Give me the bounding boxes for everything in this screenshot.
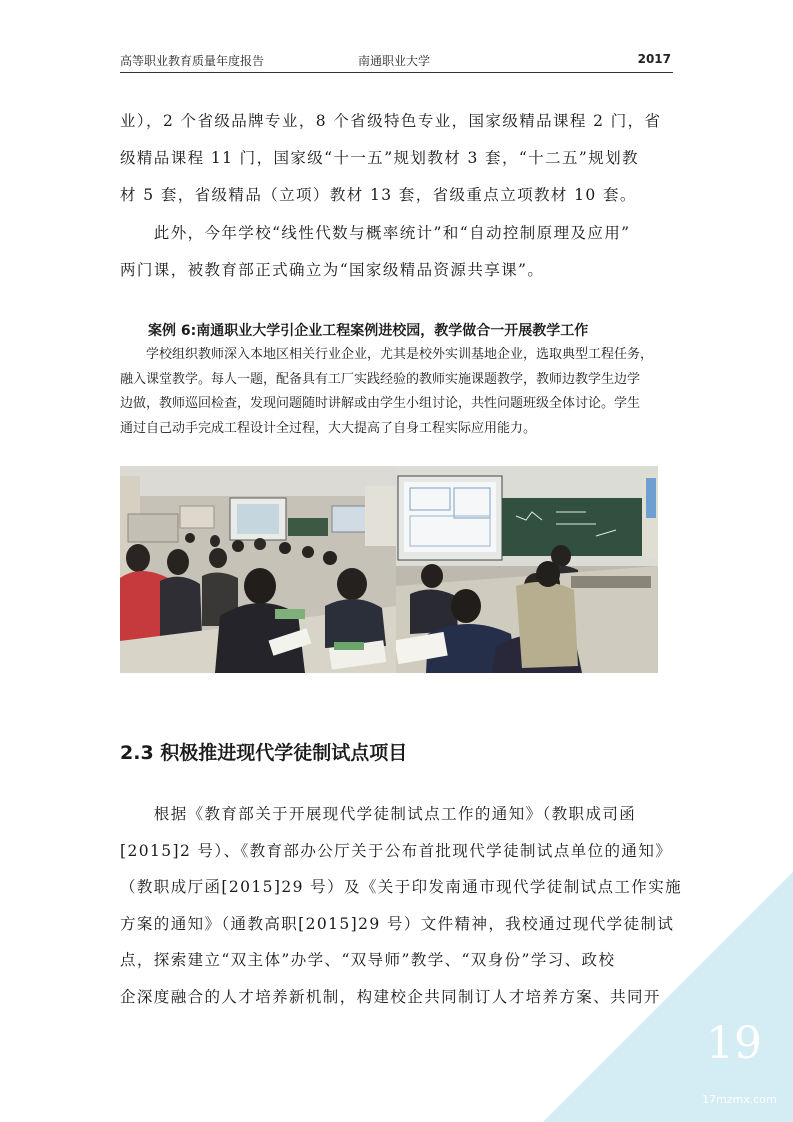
text-line: 此外，今年学校“线性代数与概率统计”和“自动控制原理及应用” xyxy=(120,224,631,242)
classroom-photo-left-image xyxy=(120,466,396,673)
header-year: 2017 xyxy=(637,52,671,66)
text-line: 企深度融合的人才培养新机制，构建校企共同制订人才培养方案、共同开 xyxy=(120,987,661,1006)
classroom-photo-right xyxy=(396,466,658,673)
page-number: 19 xyxy=(706,1018,762,1069)
paragraph-course-stats xyxy=(120,103,680,214)
case-study-title: 案例 6:南通职业大学引企业工程案例进校园，教学做合一开展教学工作 xyxy=(148,323,589,339)
text-line: （教职成厅函[2015]29 号）及《关于印发南通市现代学徒制试点工作实施 xyxy=(120,878,682,896)
classroom-photo-left xyxy=(120,466,396,673)
header-divider xyxy=(120,72,673,73)
section-heading: 2.3 积极推进现代学徒制试点项目 xyxy=(120,742,408,764)
text-line: 级精品课程 11 门，国家级“十一五”规划教材 3 套，“十二五”规划教 xyxy=(120,149,639,167)
text-line: 边做，教师巡回检查，发现问题随时讲解或由学生小组讨论，共性问题班级全体讨论。学生 xyxy=(120,396,641,411)
text-line: 材 5 套，省级精品（立项）教材 13 套，省级重点立项教材 10 套。 xyxy=(120,186,637,204)
running-header xyxy=(120,52,673,72)
text-line: 业），2 个省级品牌专业，8 个省级特色专业，国家级精品课程 2 门，省 xyxy=(120,112,662,130)
text-line: [2015]2 号）、《教育部办公厅关于公布首批现代学徒制试点单位的通知》 xyxy=(120,841,673,860)
watermark-text: 17mzmx.com xyxy=(702,1093,777,1106)
text-line: 通过自己动手完成工程设计全过程，大大提高了自身工程实际应用能力。 xyxy=(120,420,537,436)
text-line: 方案的通知》（通教高职[2015]29 号）文件精神，我校通过现代学徒制试 xyxy=(120,914,675,933)
text-line: 融入课堂教学。每人一题，配备具有工厂实践经验的教师实施课题教学，教师边教学生边学 xyxy=(120,371,641,387)
paragraph-national-courses xyxy=(120,215,680,289)
text-line: 两门课，被教育部正式确立为“国家级精品资源共享课”。 xyxy=(120,261,545,279)
text-line: 学校组织教师深入本地区相关行业企业，尤其是校外实训基地企业，选取典型工程任务， xyxy=(120,347,654,362)
corner-triangle-decoration xyxy=(543,872,793,1122)
text-line: 点，探索建立“双主体”办学、“双导师”教学、“双身份”学习、政校 xyxy=(120,951,616,969)
header-report-title: 高等职业教育质量年度报告 xyxy=(120,54,265,68)
header-school-name: 南通职业大学 xyxy=(358,54,431,68)
case-study-body xyxy=(120,343,680,441)
text-line: 根据《教育部关于开展现代学徒制试点工作的通知》（教职成司函 xyxy=(120,805,637,823)
classroom-photo-right-image xyxy=(396,466,658,673)
